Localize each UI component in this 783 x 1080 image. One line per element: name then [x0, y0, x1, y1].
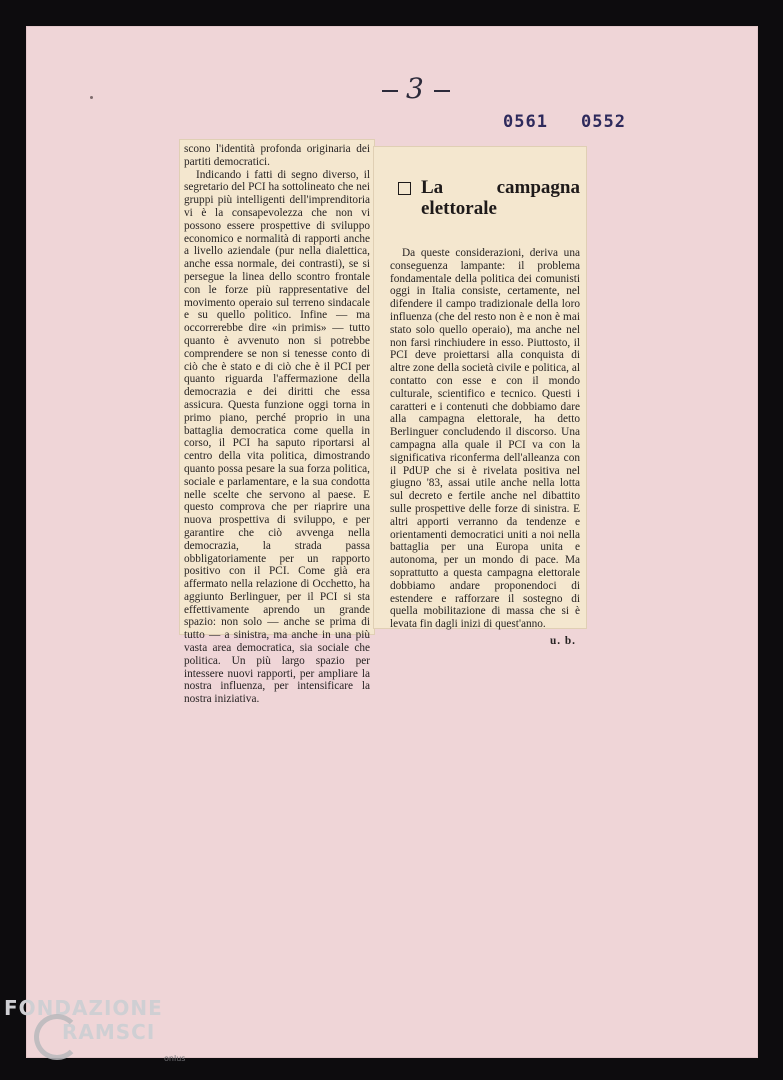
watermark-line-1: FONDAZIONE [4, 996, 163, 1020]
handwritten-page-number [374, 72, 458, 105]
clipping-right-column [374, 147, 586, 647]
square-bullet-icon [398, 182, 411, 195]
article-paragraph: Da queste considerazioni, deriva una conseguenza lampante: il problema fondamentale della politica dei comunisti oggi in Italia consiste, certamente, nel difendere il campo tradizionale della loro influenza (che del resto non è e non è mai stato solo quello operaio), ma anche nel non farsi rinchiudere in esso. Piuttosto, il PCI deve proiettarsi alla conquista di altre zone della società civile e politica, al contatto con esse e con il mondo culturale, scientifico e tecnico. Questi i caratteri e i contenuti che dobbiamo dare alla campagna elettorale, ha detto Berlinguer concludendo il discorso. Una campagna alla quale il PCI va con la significativa riconferma dell'alleanza con il PdUP che si è rivelata positiva nel giugno '83, assai utile anche nella lotta sul decreto e fertile anche nel dibattito sulle prospettive delle forze di sinistra. E altri apporti verranno da tendenze e orientamenti democratici uniti a noi nella battaglia per una Europa unita e autonoma, per un mondo di pace. Ma soprattutto a questa campagna elettorale dobbiamo andare proponendoci di estendere e rafforzare il sostegno di quella mobilitazione di massa che si è levata fin dagli inizi di quest'anno. [390, 247, 580, 631]
ink-dot [90, 96, 93, 99]
article-paragraph: Indicando i fatti di segno diverso, il segretario del PCI ha sottolineato che nei gruppi più intelligenti dell'imprenditoria vi è la consapevolezza che non vi possono essere prospettive di sviluppo economico e normalità di rapporti anche a livello aziendale (pur nella dialettica, anche essa normale, dei contrasti), se si persegue la linea dello scontro frontale con le forze più rappresentative del movimento operaio sul terreno sindacale e su quello politico. Infine — ma occorrerebbe dire «in primis» — tutto quanto è avvenuto non si potrebbe comprendere se non si tenesse conto di ciò che è stato e di ciò che è il PCI per quanto riguarda l'affermazione della democrazia e dei diritti che essa assicura. Questa funzione oggi torna in primo piano, perché proprio in una battaglia democratica come quella in corso, il PCI ha saputo riportarsi al centro della vita politica, dimostrando quanto possa pesare la sua forza politica, sociale e parlamentare, e la sua condotta nelle scelte che servono al paese. E questo comprova che per riaprire una nuova prospettiva di sviluppo, e per garantire che ciò avvenga nella democrazia, la strada passa obbligatoriamente per un rapporto positivo con il PCI. Come già era affermato nella relazione di Occhetto, ha aggiunto Berlinguer, per il PCI si sta effettivamente aprendo un grande spazio: non solo — anche se prima di tutto — a sinistra, ma anche in una più vasta area democratica, sia sociale che politica. Un più largo spazio per intessere nuovi rapporti, per ampliare la nostra influenza, per intensificare la nostra iniziativa. [184, 168, 370, 706]
fondazione-gramsci-watermark [4, 996, 186, 1063]
section-heading [398, 177, 580, 219]
watermark-line-2: RAMSCI [62, 1020, 156, 1044]
author-signature: u. b. [549, 634, 576, 647]
logo-g-ring-icon [34, 1014, 80, 1060]
section-heading-text: La campagna elettorale [421, 177, 580, 219]
clipping-left-column [180, 140, 374, 706]
archive-stamp-2: 0552 [581, 112, 626, 132]
archive-stamp-1: 0561 [503, 112, 548, 132]
dash-right [434, 90, 450, 92]
dash-left [382, 90, 398, 92]
page-number-text: 3 [406, 72, 426, 105]
article-paragraph: scono l'identità profonda originaria dei partiti democratici. [184, 143, 370, 168]
watermark-sub: onlus [164, 1054, 186, 1063]
